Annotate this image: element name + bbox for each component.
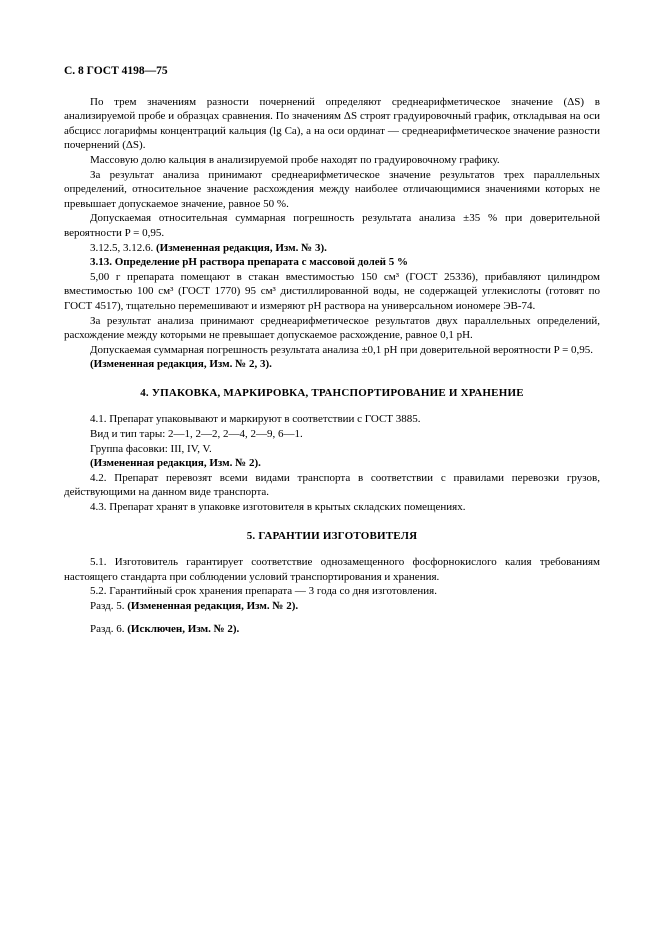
paragraph-5-1: 5.1. Изготовитель гарантирует соответствие однозамещенного фосфорнокислого калия требованиям настоящего стандарта при соблюдении условий транспортирования и хранения. [64,556,600,583]
heading-3-13: 3.13. Определение pH раствора препарата с массовой долей 5 % [90,256,408,269]
section5-revision-note: (Измененная редакция, Изм. № 2). [127,600,299,612]
section-5-title: 5. ГАРАНТИИ ИЗГОТОВИТЕЛЯ [246,529,418,542]
paragraph-5-2: 5.2. Гарантийный срок хранения препарата — 3 года со дня изготовления. [90,585,437,598]
paragraph-packaging-group: Группа фасовки: III, IV, V. [90,442,212,455]
revision-ref: 3.12.5, 3.12.6. [90,241,154,254]
paragraph-result-three: За результат анализа принимают среднеарифметическое значение результатов трех параллельных определений, относительное значение расхождения между наиболее отличающимися значениями которых не превышает допускаемое значение, равное 50 %. [64,168,600,210]
paragraph-4-1: 4.1. Препарат упаковывают и маркируют в соответствии с ГОСТ 3885. [90,413,421,426]
paragraph-revision-3-12 [64,241,600,256]
section-4-title: 4. УПАКОВКА, МАРКИРОВКА, ТРАНСПОРТИРОВАНИЕ И ХРАНЕНИЕ [140,386,524,399]
paragraph-4-2: 4.2. Препарат перевозят всеми видами транспорта в соответствии с правилами перевозки грузов, действующими на данном виде транспорта. [64,471,600,499]
document-page [64,64,600,636]
revision-note: (Измененная редакция, Изм. № 3). [156,241,327,254]
revision-note-2-3: (Измененная редакция, Изм. № 2, 3). [90,358,272,371]
section6-excluded-note: (Исключен, Изм. № 2). [127,622,240,635]
page-header: С. 8 ГОСТ 4198—75 [64,65,168,77]
paragraph-4-3: 4.3. Препарат хранят в упаковке изготовителя в крытых складских помещениях. [90,501,466,514]
paragraph-section5-revision [64,599,600,614]
paragraph-calcium-fraction: Массовую долю кальция в анализируемой пробе находят по градуировочному графику. [90,153,500,166]
paragraph-result-two: За результат анализа принимают среднеарифметическое результатов двух параллельных определений, расхождение между которыми не превышает допускаемое расхождение, равное 0,1 pH. [64,314,600,342]
paragraph-section6-excluded [64,622,600,637]
section5-ref: Разд. 5. [90,600,125,612]
paragraph-error-35: Допускаемая относительная суммарная погрешность результата анализа ±35 % при доверительной вероятности P = 0,95. [64,212,600,239]
paragraph-ph-procedure: 5,00 г препарата помещают в стакан вместимостью 150 см³ (ГОСТ 25336), прибавляют цилиндром вместимостью 100 см³ (ГОСТ 1770) 95 см³ дистиллированной воды, не содержащей углекислоты (готовят по ГОСТ 4517), тщательно перемешивают и измеряют pH раствора на универсальном иономере ЭВ-74. [64,270,600,312]
paragraph-error-ph: Допускаемая суммарная погрешность результата анализа ±0,1 pH при доверительной вероятности P = 0,95. [90,343,594,356]
paragraph-packaging-type: Вид и тип тары: 2—1, 2—2, 2—4, 2—9, 6—1. [90,428,303,441]
revision-note-section4: (Измененная редакция, Изм. № 2). [90,457,261,470]
paragraph-delta-s: По трем значениям разности почернений определяют среднеарифметическое значение (ΔS) в анализируемой пробе и образцах сравнения. По значениям ΔS строят градуировочный график, откладывая на оси абсцисс логарифмы концентраций кальция (lg Са), а на оси ординат — среднеарифметическое значение разности почернений (ΔS). [64,95,600,152]
section6-ref: Разд. 6. [90,622,125,635]
